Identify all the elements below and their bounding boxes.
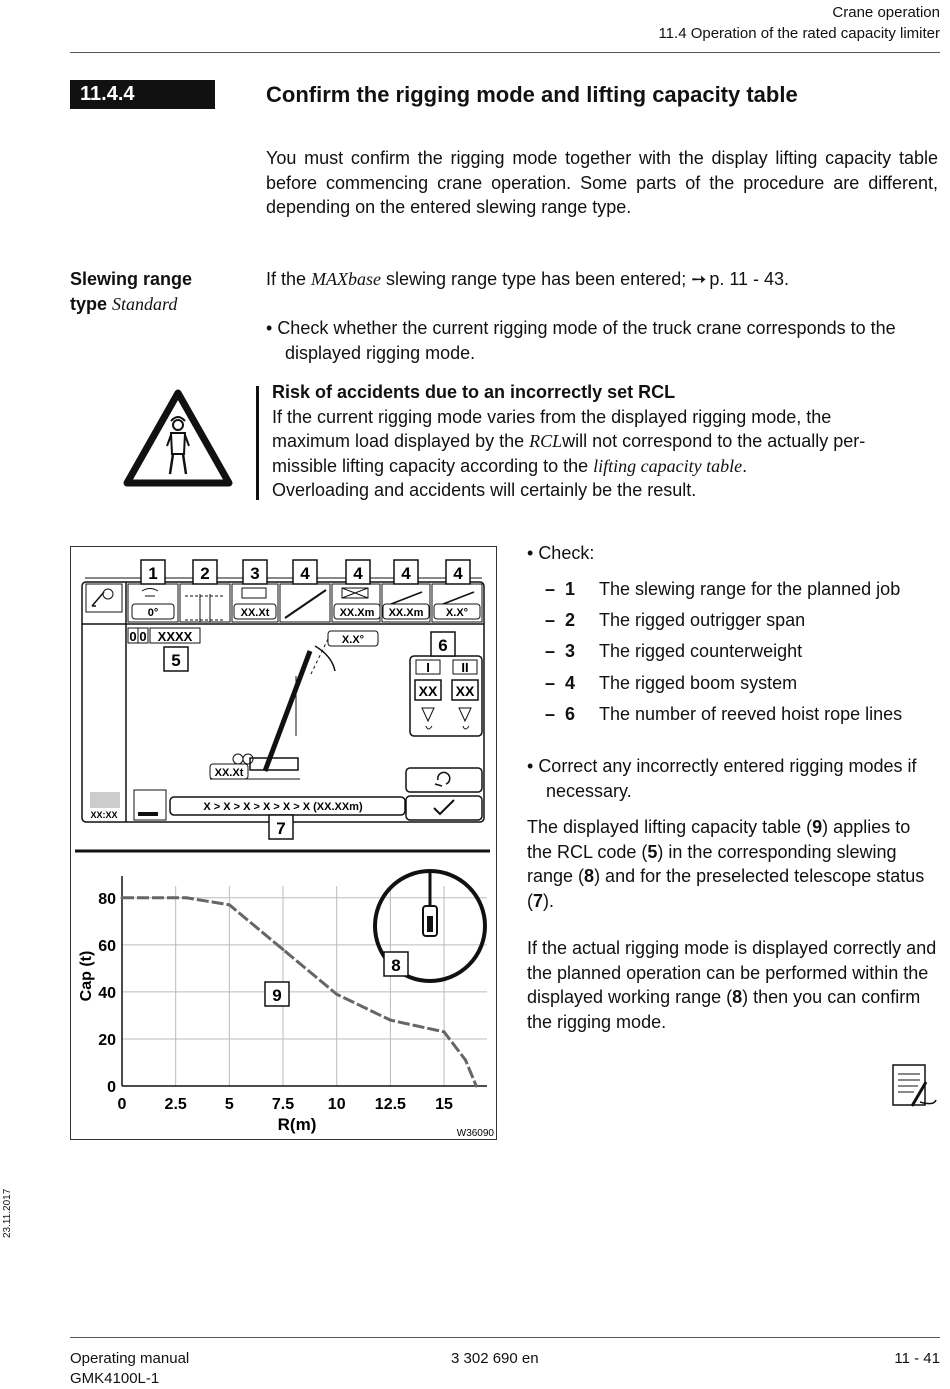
pc-b1: 8 bbox=[732, 987, 743, 1007]
pt-4: ) and for the preselected telescope status ( bbox=[527, 866, 925, 911]
counterweight-value: XX.Xt bbox=[240, 607, 270, 619]
footer-page: 11 - 41 bbox=[894, 1350, 940, 1367]
warning-line3-a: missible lifting capacity according to the bbox=[272, 455, 594, 476]
data-point bbox=[443, 1030, 446, 1033]
display-time: XX:XX bbox=[90, 810, 118, 820]
callout-3: 3 bbox=[250, 564, 260, 583]
y-tick-label: 80 bbox=[98, 890, 116, 908]
check-item-text: The rigged counterweight bbox=[599, 641, 803, 662]
section-title: Confirm the rigging mode and lifting capacity table bbox=[266, 82, 798, 107]
pt-2: ) applies to the RCL code ( bbox=[527, 817, 911, 862]
rcl-code-digit-1: 0 bbox=[129, 629, 137, 644]
check-lead-text: Check: bbox=[538, 543, 595, 563]
check-bullet: • Check whether the current rigging mode of the truck crane corresponds to the displayed rigging mode. bbox=[266, 318, 896, 363]
check-item-dash: – bbox=[545, 641, 556, 662]
rcl-display-figure bbox=[70, 546, 497, 1140]
check-item-dash: – bbox=[545, 703, 556, 724]
boom-angle: X.X° bbox=[445, 607, 469, 619]
header-section: 11.4 Operation of the rated capacity limiter bbox=[658, 25, 940, 42]
warning-line2-b: will not correspond to the actually per- bbox=[562, 431, 866, 451]
data-point bbox=[389, 1019, 392, 1022]
correct-bullet: • Correct any incorrectly entered rigging modes if necessary. bbox=[527, 756, 917, 801]
side-date: 23.11.2017 bbox=[2, 1188, 13, 1238]
callout-4c: 4 bbox=[401, 564, 411, 583]
page-reference-arrow-icon: ➙ bbox=[691, 269, 705, 289]
crane-counterweight: XX.Xt bbox=[214, 767, 244, 779]
notebook-icon bbox=[890, 1062, 940, 1112]
page-reference-link[interactable]: p. 11 - 43. bbox=[704, 269, 790, 289]
pt-b4: 7 bbox=[533, 890, 544, 911]
check-item bbox=[545, 702, 902, 726]
warning-line-4: Overloading and accidents will certainly be the result. bbox=[272, 480, 697, 500]
check-item-text: The rigged outrigger span bbox=[599, 610, 806, 631]
check-item-number: 1 bbox=[565, 579, 576, 599]
hook-1-label: I bbox=[426, 660, 430, 675]
maxbase-paragraph bbox=[266, 267, 789, 292]
confirm-paragraph bbox=[527, 936, 939, 1034]
chart-xlabel: R(m) bbox=[277, 1115, 317, 1134]
rcl-code: XXXX bbox=[157, 629, 193, 644]
data-point bbox=[464, 1059, 467, 1062]
y-tick-label: 0 bbox=[107, 1079, 116, 1096]
rotate-button[interactable] bbox=[406, 768, 482, 792]
side-heading-line2 bbox=[70, 292, 192, 317]
confirm-button[interactable] bbox=[406, 796, 482, 820]
maxbase-italic: MAXbase bbox=[311, 269, 382, 289]
callout-4b: 4 bbox=[353, 564, 363, 583]
pt-b3: 8 bbox=[584, 866, 595, 886]
check-item-dash: – bbox=[545, 672, 556, 693]
boom-length-1: XX.Xm bbox=[339, 607, 375, 619]
table-paragraph bbox=[527, 815, 937, 913]
callout-4a: 4 bbox=[300, 564, 310, 583]
correct-bullet-text: Correct any incorrectly entered rigging modes if necessary. bbox=[538, 756, 917, 801]
chart-ylabel: Cap (t) bbox=[78, 950, 95, 1002]
check-item bbox=[545, 608, 805, 632]
x-tick-label: 0 bbox=[117, 1096, 127, 1113]
data-point bbox=[185, 896, 188, 899]
callout-4d: 4 bbox=[453, 564, 463, 583]
pt-5: ). bbox=[543, 890, 555, 911]
check-item-text: The slewing range for the planned job bbox=[599, 579, 901, 599]
maxbase-text: If the bbox=[266, 269, 312, 289]
figure-id: W36090 bbox=[456, 1128, 494, 1139]
check-item-number: 2 bbox=[565, 610, 576, 631]
check-item-dash: – bbox=[545, 579, 556, 599]
callout-8: 8 bbox=[391, 956, 401, 975]
section-number: 11.4.4 bbox=[70, 80, 215, 109]
x-tick-label: 10 bbox=[327, 1096, 346, 1113]
x-tick-label: 12.5 bbox=[374, 1096, 406, 1113]
check-item bbox=[545, 639, 802, 663]
x-tick-label: 15 bbox=[435, 1096, 453, 1113]
check-item-text: The number of reeved hoist rope lines bbox=[599, 703, 903, 724]
side-heading-italic: Standard bbox=[112, 293, 178, 314]
data-point bbox=[121, 896, 124, 899]
side-heading bbox=[70, 267, 192, 316]
warning-line2-a: maximum load displayed by the bbox=[272, 431, 530, 451]
boom-length-2: XX.Xm bbox=[388, 607, 424, 619]
check-item bbox=[545, 577, 900, 601]
x-tick-label: 5 bbox=[224, 1096, 234, 1113]
data-point bbox=[228, 903, 231, 906]
hook-1-lines: XX bbox=[418, 683, 438, 699]
warning-line3-italic: lifting capacity table bbox=[593, 455, 743, 476]
data-point bbox=[475, 1085, 478, 1088]
intro-paragraph: You must confirm the rigging mode together with the display lifting capacity table before commencing crane operation. Some parts of the procedure are different, depending on the entered slewing range type. bbox=[266, 148, 938, 217]
hook-2-lines: XX bbox=[455, 683, 475, 699]
hook-2-label: II bbox=[461, 660, 469, 675]
warning-triangle-icon bbox=[122, 388, 234, 488]
warning-block bbox=[272, 380, 942, 503]
callout-1: 1 bbox=[148, 564, 158, 583]
check-item-number: 4 bbox=[565, 672, 576, 693]
top-value-boxes bbox=[132, 604, 480, 619]
footer-rule bbox=[70, 1337, 940, 1338]
pt-b1: 9 bbox=[812, 817, 823, 837]
warning-title: Risk of accidents due to an incorrectly set RCL bbox=[272, 382, 676, 402]
pt-3: ) in the corresponding slewing range ( bbox=[527, 841, 897, 886]
callout-5: 5 bbox=[171, 651, 181, 670]
y-tick-label: 20 bbox=[98, 1031, 116, 1049]
data-point bbox=[282, 948, 285, 951]
data-point bbox=[335, 993, 338, 996]
check-item bbox=[545, 671, 797, 695]
rcl-code-digit-2: 0 bbox=[139, 629, 147, 644]
check-item-number: 6 bbox=[565, 703, 576, 724]
pc-2: ) then you can confirm the rigging mode. bbox=[527, 987, 921, 1032]
warning-bar bbox=[256, 386, 259, 500]
check-item-number: 3 bbox=[565, 641, 576, 662]
pc-1: If the actual rigging mode is displayed correctly and the planned operation can be performed within the displayed working range ( bbox=[527, 938, 937, 1007]
warning-line3-b: . bbox=[742, 455, 748, 476]
callout-6: 6 bbox=[438, 636, 448, 655]
check-lead: • Check: bbox=[527, 543, 595, 563]
y-tick-label: 60 bbox=[98, 937, 116, 955]
callout-7: 7 bbox=[276, 819, 286, 838]
slew-value: 0° bbox=[147, 607, 159, 619]
pt-1: The displayed lifting capacity table ( bbox=[527, 817, 813, 837]
warning-line2-italic: RCL bbox=[529, 431, 563, 451]
check-item-dash: – bbox=[545, 610, 556, 631]
telescope-status: X > X > X > X > X > X (XX.XXm) bbox=[203, 801, 363, 813]
footer-model: GMK4100L-1 bbox=[70, 1370, 160, 1387]
pt-b2: 5 bbox=[647, 841, 658, 862]
callout-9: 9 bbox=[272, 986, 282, 1005]
check-item-text: The rigged boom system bbox=[599, 672, 798, 693]
header-rule bbox=[70, 52, 940, 53]
warning-line-1: If the current rigging mode varies from the displayed rigging mode, the bbox=[272, 406, 832, 427]
header-chapter: Crane operation bbox=[832, 4, 940, 21]
x-tick-label: 2.5 bbox=[164, 1096, 187, 1113]
warning-line-2 bbox=[272, 429, 942, 454]
footer-manual: Operating manual bbox=[70, 1350, 190, 1367]
warning-line-3 bbox=[272, 454, 942, 479]
y-tick-label: 40 bbox=[98, 984, 116, 1002]
check-bullet-text: Check whether the current rigging mode of the truck crane corresponds to the displayed rigging mode. bbox=[277, 318, 896, 363]
footer-docnum: 3 302 690 en bbox=[451, 1350, 539, 1367]
maxbase-text-after: slewing range type has been entered; bbox=[381, 269, 687, 289]
callout-2: 2 bbox=[200, 564, 210, 583]
x-tick-label: 7.5 bbox=[271, 1096, 295, 1113]
side-heading-prefix: type bbox=[70, 293, 113, 314]
side-heading-line1: Slewing range bbox=[70, 269, 193, 289]
boom-angle-label: X.X° bbox=[341, 634, 365, 646]
